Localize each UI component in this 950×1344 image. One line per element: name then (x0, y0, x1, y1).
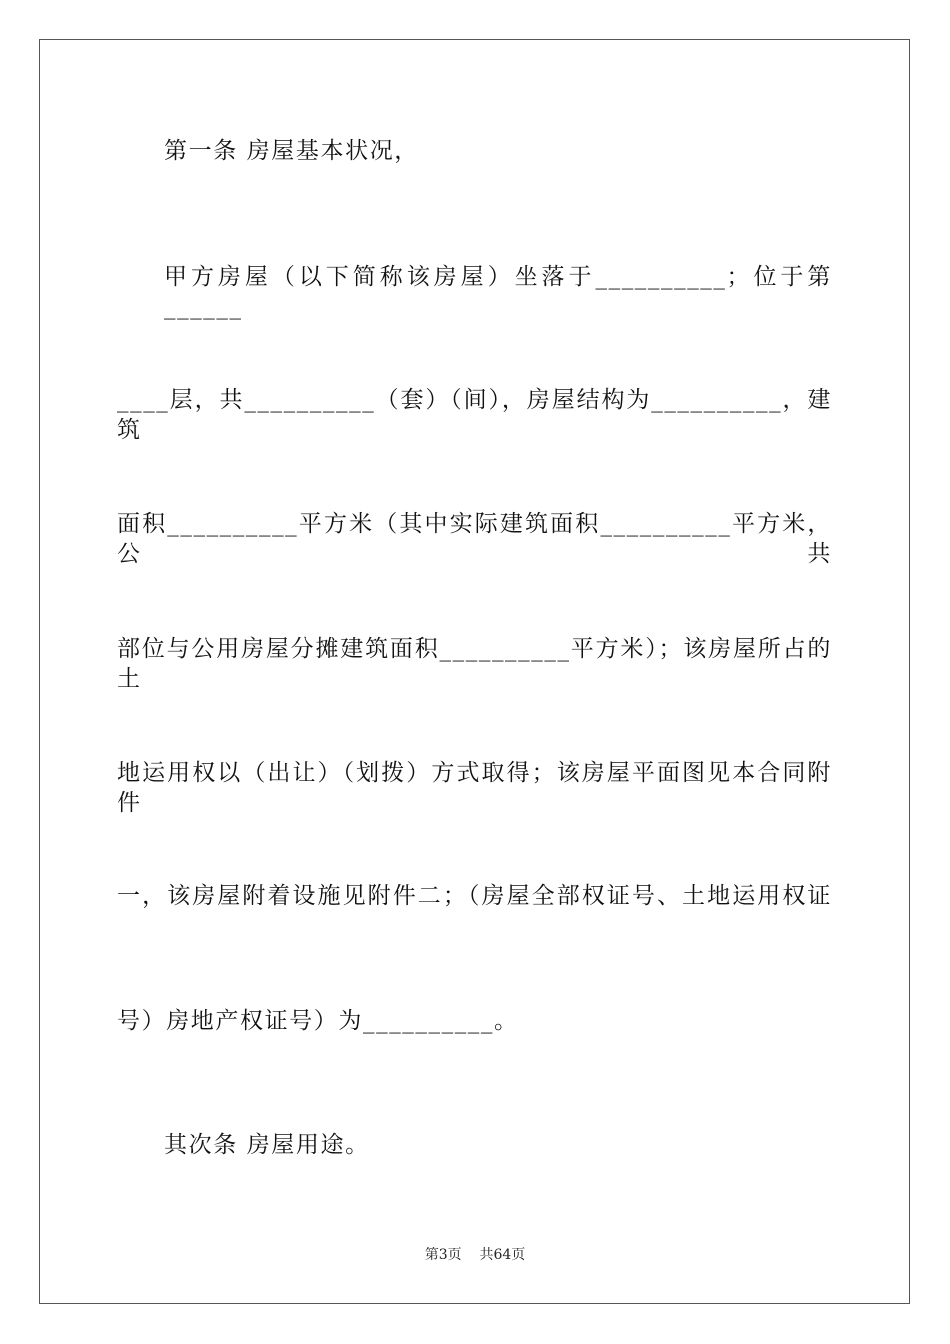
footer-gap (462, 1247, 480, 1263)
article-2-heading: 其次条 房屋用途。 (164, 1132, 370, 1158)
paragraph-line: 部位与公用房屋分摊建筑面积__________平方米）；该房屋所占的土 (117, 636, 832, 692)
paragraph-line: ____层，共__________（套）（间），房屋结构为__________，建筑 (117, 387, 832, 443)
paragraph-line: 面积__________平方米（其中实际建筑面积__________平方米，公共 (117, 511, 832, 567)
paragraph-line: 地运用权以（出让）（划拨）方式取得；该房屋平面图见本合同附件 (117, 760, 832, 816)
page-footer (0, 1245, 950, 1265)
paragraph-line: 一，该房屋附着设施见附件二；（房屋全部权证号、土地运用权证 (117, 883, 832, 909)
paragraph-last-line: 号）房地产权证号）为__________。 (117, 1008, 519, 1034)
page-number: 第3页 (424, 1247, 462, 1263)
page-border (39, 39, 910, 1304)
paragraph-line: 甲方房屋（以下简称该房屋）坐落于__________；位于第______ (164, 264, 832, 320)
total-pages: 共64页 (479, 1247, 526, 1263)
article-1-heading: 第一条 房屋基本状况， (164, 138, 419, 164)
